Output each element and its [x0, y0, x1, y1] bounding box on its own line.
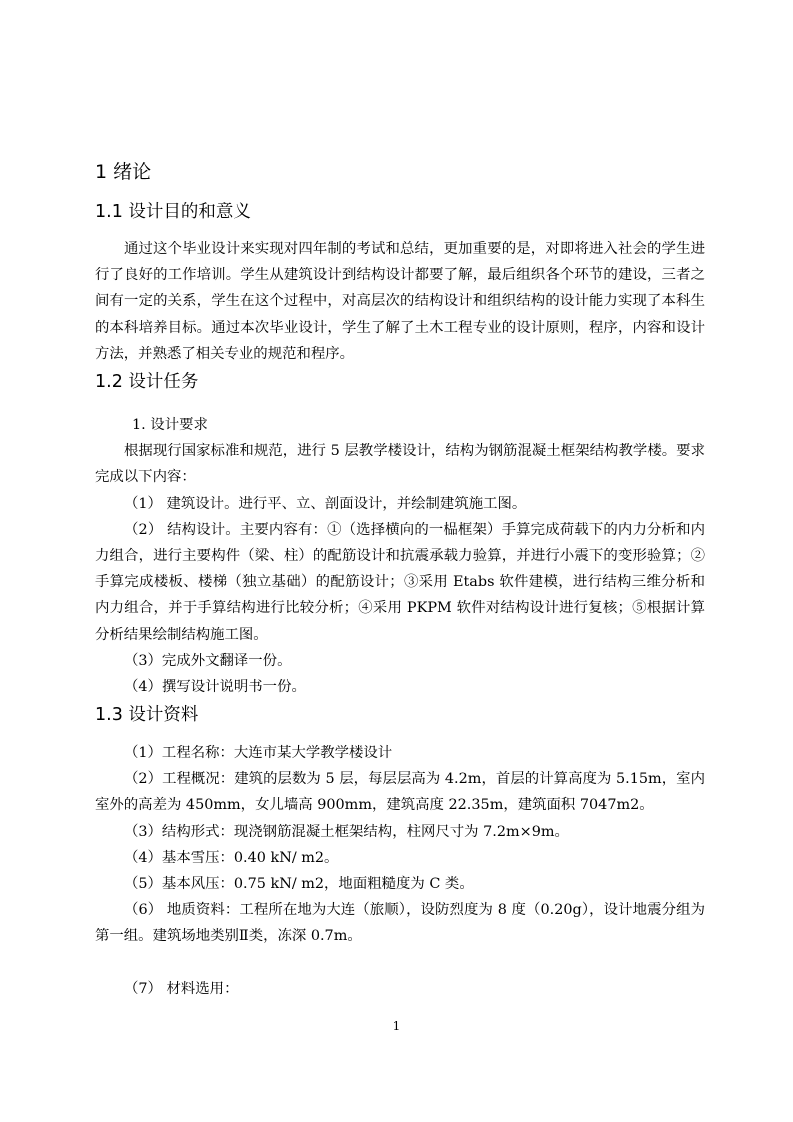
- section-heading-1-3: 1.3 设计资料: [95, 705, 199, 725]
- section-heading-1-2: 1.2 设计任务: [95, 372, 199, 392]
- section-1-2-body: [95, 412, 705, 700]
- list-item: （1）工程名称：大连市某大学教学楼设计: [124, 745, 393, 761]
- list-item: （6） 地质资料：工程所在地为大连（旅顺），设防烈度为 8 度（0.20g），设计地震分组为第一组。建筑场地类别Ⅱ类，冻深 0.7m。: [95, 902, 705, 945]
- list-item: （2）工程概况：建筑的层数为 5 层，每层层高为 4.2m，首层的计算高度为 5.15m，室内室外的高差为 450mm，女儿墙高 900mm，建筑高度 22.35m，建筑面积 7047m2。: [95, 771, 705, 814]
- section-1-3-body: [95, 740, 705, 950]
- section-heading-1-1: 1.1 设计目的和意义: [95, 202, 251, 222]
- section-1-1-body: [95, 236, 705, 367]
- list-item: （4）基本雪压：0.40 kN/ m2。: [124, 849, 339, 866]
- list-item: （1） 建筑设计。进行平、立、剖面设计，并绘制建筑施工图。: [124, 495, 527, 512]
- list-item: （5）基本风压：0.75 kN/ m2，地面粗糙度为 C 类。: [124, 876, 474, 893]
- list-item: （2） 结构设计。主要内容有：①（选择横向的一榀框架）手算完成荷载下的内力分析和内力组合，进行主要构件（梁、柱）的配筋设计和抗震承载力验算，并进行小震下的变形验算；②手算完成楼板、楼梯（独立基础）的配筋设计；③采用 Etabs 软件建模，进行结构三维分析和内力组合，并于手算结构进行比较分析；④采用 PKPM 软件对结构设计进行复核；⑤根据计算分析结果绘制结构施工图。: [95, 521, 705, 643]
- list-item: （3）完成外文翻译一份。: [124, 652, 292, 669]
- chapter-title: 1 绪论: [95, 161, 152, 183]
- subheading-design-requirements: 1. 设计要求: [132, 417, 208, 433]
- paragraph: 通过这个毕业设计来实现对四年制的考试和总结，更加重要的是，对即将进入社会的学生进行了良好的工作培训。学生从建筑设计到结构设计都要了解，最后组织各个环节的建设，三者之间有一定的关系，学生在这个过程中，对高层次的结构设计和组织结构的设计能力实现了本科生的本科培养目标。通过本次毕业设计，学生了解了土木工程专业的设计原则，程序，内容和设计方法，并熟悉了相关专业的规范和程序。: [95, 241, 705, 362]
- list-item: （4）撰写设计说明书一份。: [124, 679, 306, 696]
- list-item: （3）结构形式：现浇钢筋混凝土框架结构，柱网尺寸为 7.2m×9m。: [124, 823, 569, 840]
- paragraph: 根据现行国家标准和规范，进行 5 层教学楼设计，结构为钢筋混凝土框架结构教学楼。要求完成以下内容：: [95, 443, 705, 486]
- list-item-materials: （7） 材料选用：: [124, 981, 239, 997]
- page-number: 1: [392, 1019, 401, 1033]
